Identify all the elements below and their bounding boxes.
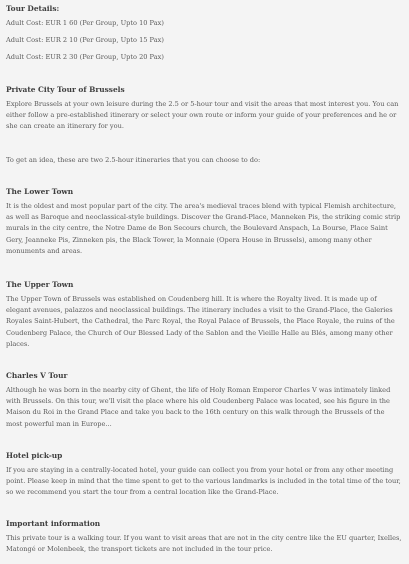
lower-town-heading: The Lower Town xyxy=(6,187,74,196)
important-info-text: This private tour is a walking tour. If you want to visit areas that are not in the city centre like the EU quarter, Ixelles, Matongé or Molenbeek, the transport tickets are not included in the tour price. xyxy=(6,534,402,554)
upper-town-section xyxy=(6,279,402,350)
tour-details-section xyxy=(6,3,402,63)
intro-text: To get an idea, these are two 2.5-hour itineraries that you can choose to do: xyxy=(6,156,261,164)
intro-section xyxy=(6,155,402,166)
tour-details-heading: Tour Details: xyxy=(6,4,60,13)
hotel-pickup-section xyxy=(6,450,402,499)
charles-v-text: Although he was born in the nearby city of Ghent, the life of Holy Roman Emperor Charles V was intimately linked with Brussels. On this tour, we'll visit the place where his old Coudenberg Palace was located, see his figure in the Maison du Roi in the Grand Place and take you back to the 16th century on this walk through the Brussels of the most powerful man in Europe... xyxy=(6,386,391,428)
hotel-pickup-text: If you are staying in a centrally-located hotel, your guide can collect you from your hotel or from any other meeting point. Please keep in mind that the time spent to get to the various landmarks is included in the total time of the tour, so we recommend you start the tour from a central location like the Grand-Place. xyxy=(6,466,401,497)
private-tour-text: Explore Brussels at your own leisure during the 2.5 or 5-hour tour and visit the areas that most interest you. You can either follow a pre-established itinerary or select your own route or inform your guide of your preferences and he or she can create an itinerary for you. xyxy=(6,100,399,131)
adult-cost-15-pax: Adult Cost: EUR 2 10 (Per Group, Upto 15 Pax) xyxy=(6,36,164,44)
important-info-heading: Important information xyxy=(6,519,101,528)
adult-cost-20-pax: Adult Cost: EUR 2 30 (Per Group, Upto 20 Pax) xyxy=(6,53,164,61)
upper-town-heading: The Upper Town xyxy=(6,280,74,289)
important-info-section xyxy=(6,518,402,555)
upper-town-text: The Upper Town of Brussels was established on Coudenberg hill. It is where the Royalty lived. It is made up of elegant avenues, palazzos and neoclassical buildings. The itinerary includes a visit to the Grand-Place, the Galeries Royales Saint-Hubert, the Cathedral, the Parc Royal, the Royal Palace of Brussels, the Place Royale, the ruins of the Coudenberg Palace, the Church of Our Blessed Lady of the Sablon and the Vieille Halle au Blés, among many other places. xyxy=(6,295,395,348)
charles-v-heading: Charles V Tour xyxy=(6,371,68,380)
charles-v-section xyxy=(6,370,402,430)
private-tour-section xyxy=(6,84,402,133)
adult-cost-10-pax: Adult Cost: EUR 1 60 (Per Group, Upto 10 Pax) xyxy=(6,19,164,27)
hotel-pickup-heading: Hotel pick-up xyxy=(6,451,63,460)
lower-town-section xyxy=(6,186,402,257)
private-tour-heading: Private City Tour of Brussels xyxy=(6,85,125,94)
lower-town-text: It is the oldest and most popular part of the city. The area's medieval traces blend with typical Flemish architecture, as well as Baroque and neoclassical-style buildings. Discover the Grand-Place, Manneken Pis, the striking comic strip murals in the city centre, the Notre Dame de Bon Secours church, the Boulevard Anspach, La Bourse, Place Saint Gery, Jeanneke Pis, Zinneken pis, the Black Tower, la Monnaie (Opera House in Brussels), among many other monuments and areas. xyxy=(6,202,401,255)
